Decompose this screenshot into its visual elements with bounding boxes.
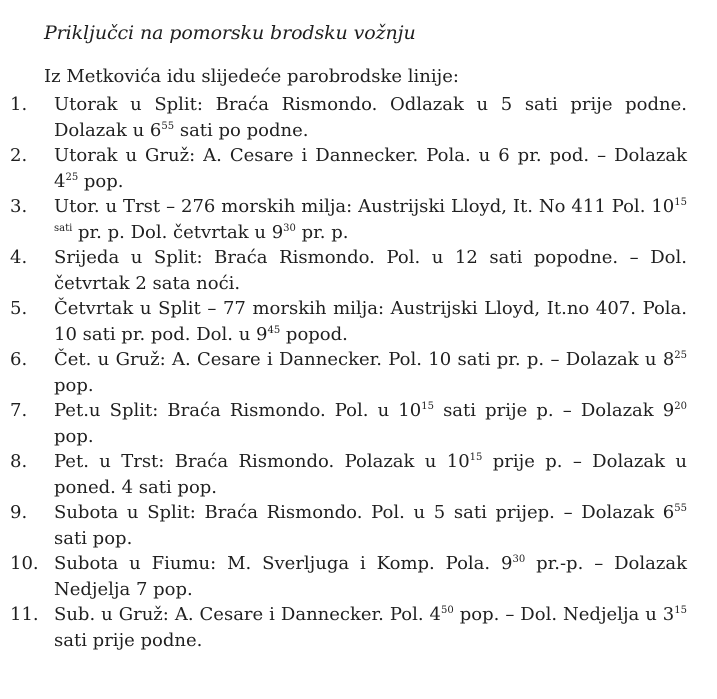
route-text-part: Utorak u Split: Braća Rismondo. Odlazak u 5 sati prije podne. Dolazak u 6	[54, 94, 687, 141]
time-superscript: 55	[161, 120, 175, 132]
route-text-part: sati prije podne.	[54, 629, 203, 651]
time-superscript: 15	[674, 605, 687, 616]
route-item	[10, 194, 687, 245]
route-number: 3.	[10, 196, 28, 217]
route-text-part: Pet. u Trst: Braća Rismondo. Polazak u 10	[54, 451, 470, 472]
route-item	[10, 92, 687, 143]
intro-line: Iz Metkovića idu slijedeće parobrodske linije:	[44, 66, 459, 87]
route-text	[54, 194, 687, 245]
time-superscript: 25	[65, 171, 79, 183]
route-text	[54, 296, 687, 347]
section-heading: Priključci na pomorsku brodsku vožnju	[44, 22, 416, 44]
route-item	[10, 245, 687, 296]
route-number: 5.	[10, 298, 28, 319]
time-superscript: 20	[674, 401, 687, 412]
route-text-part: Sub. u Gruž: A. Cesare i Dannecker. Pol. 4	[54, 604, 442, 625]
route-list	[10, 92, 687, 653]
route-text	[54, 602, 687, 653]
route-text-part: Utorak u Gruž: A. Cesare i Dannecker. Pola. u 6 pr. pod. – Dolazak 4	[54, 145, 687, 192]
route-item	[10, 602, 687, 653]
route-text-part: Subota u Fiumu: M. Sverljuga i Komp. Pola. 9	[54, 553, 513, 574]
route-text-part: Četvrtak u Split – 77 morskih milja: Austrijski Lloyd, It.no 407. Pola. 10 sati pr. pod. Dol. u 9	[54, 298, 687, 345]
route-text-part: pop.	[54, 425, 94, 447]
route-text-part: Čet. u Gruž: A. Cesare i Dannecker. Pol. 10 sati pr. p. – Dolazak u 8	[54, 349, 675, 370]
route-text-part: pr.-p. – Dolazak Nedjelja 7 pop.	[54, 553, 687, 600]
route-text-part: pr. p.	[295, 221, 349, 243]
route-text-part: Utor. u Trst – 276 morskih milja: Austrijski Lloyd, It. No 411 Pol. 10	[54, 196, 675, 217]
route-text-part: sati prije p. – Dolazak 9	[433, 400, 675, 421]
route-text	[54, 347, 687, 398]
route-item	[10, 296, 687, 347]
route-number: 10.	[10, 553, 39, 574]
route-number: 9.	[10, 502, 28, 523]
route-number: 7.	[10, 400, 28, 421]
route-text	[54, 245, 687, 296]
time-superscript: 15	[469, 452, 483, 463]
time-superscript: 55	[674, 503, 687, 514]
route-text	[54, 449, 687, 500]
route-item	[10, 551, 687, 602]
route-number: 11.	[10, 604, 39, 625]
route-item	[10, 398, 687, 449]
route-text	[54, 398, 687, 449]
time-superscript: 45	[267, 324, 281, 336]
route-text-part: pop.	[54, 374, 94, 396]
route-item	[10, 143, 687, 194]
time-superscript: 15	[421, 401, 434, 412]
route-text-part: popod.	[280, 323, 348, 345]
route-text	[54, 500, 687, 551]
time-superscript: 25	[674, 350, 687, 361]
time-superscript: 15 sati	[54, 197, 687, 234]
route-number: 6.	[10, 349, 28, 370]
time-superscript: 30	[283, 222, 296, 234]
route-text-part: pop.	[78, 170, 124, 192]
route-item	[10, 347, 687, 398]
route-text	[54, 143, 687, 194]
route-text-part: Pet.u Split: Braća Rismondo. Pol. u 10	[54, 400, 422, 421]
route-text-part: pr. p. Dol. četvrtak u 9	[72, 221, 284, 243]
route-text-part: Subota u Split: Braća Rismondo. Pol. u 5 sati prijep. – Dolazak 6	[54, 502, 675, 523]
route-item	[10, 500, 687, 551]
route-text	[54, 551, 687, 602]
route-text	[54, 92, 687, 143]
route-text-part: prije p. – Dolazak u poned. 4 sati pop.	[54, 451, 687, 498]
route-text-part: Srijeda u Split: Braća Rismondo. Pol. u 12 sati popodne. – Dol. četvrtak 2 sata noći.	[54, 247, 687, 294]
time-superscript: 30	[512, 554, 526, 565]
time-superscript: 50	[441, 605, 454, 616]
route-text-part: pop. – Dol. Nedjelja u 3	[453, 604, 675, 625]
route-text-part: sati po podne.	[174, 119, 309, 141]
route-number: 2.	[10, 145, 28, 166]
route-item	[10, 449, 687, 500]
route-number: 1.	[10, 94, 28, 115]
route-number: 4.	[10, 247, 28, 268]
route-number: 8.	[10, 451, 28, 472]
route-text-part: sati pop.	[54, 527, 133, 549]
